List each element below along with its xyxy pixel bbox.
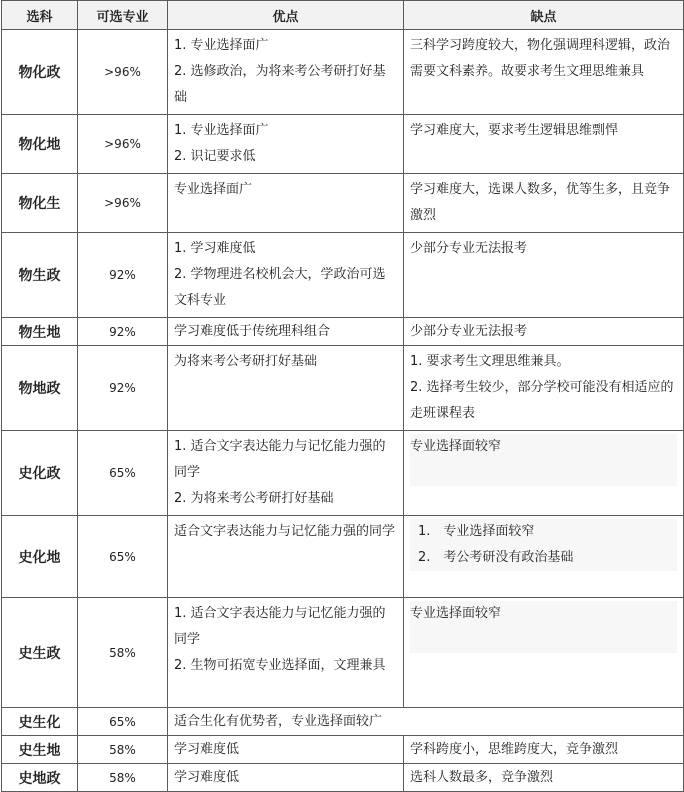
- table-row: [2, 115, 684, 174]
- pros-cell: [168, 736, 404, 764]
- pros-cell: [168, 318, 404, 346]
- rate-cell: 92%: [78, 346, 168, 431]
- table-row: [2, 764, 684, 792]
- combo-cell: 物生政: [2, 233, 78, 318]
- cons-cell: [404, 318, 684, 346]
- pros-line: 2. 识记要求低: [174, 149, 256, 164]
- pros-cell: [168, 598, 404, 708]
- pros-line: 学习难度低: [174, 741, 240, 757]
- pros-line: 1. 适合文字表达能力与记忆能力强的同学: [174, 439, 386, 480]
- pros-cell: [168, 516, 404, 598]
- cons-cell: [404, 764, 684, 792]
- header-pros: 优点: [168, 1, 404, 30]
- combo-cell: 物生地: [2, 318, 78, 346]
- cons-shade: [410, 434, 677, 486]
- cons-line: 2. 选择考生较少，部分学校可能没有相适应的走班课程表: [410, 380, 674, 421]
- cons-shade: [410, 601, 677, 653]
- cons-cell: [404, 233, 684, 318]
- combo-cell: 史地政: [2, 764, 78, 792]
- header-row: [2, 1, 684, 30]
- rate-cell: 92%: [78, 318, 168, 346]
- cons-spacer: [410, 627, 677, 653]
- table-row: [2, 516, 684, 598]
- table-row: [2, 233, 684, 318]
- pros-cell: [168, 174, 404, 233]
- pros-cell: [168, 115, 404, 174]
- table-row: [2, 174, 684, 233]
- table-row: [2, 346, 684, 431]
- rate-cell: 65%: [78, 708, 168, 736]
- combo-cell: 物化政: [2, 30, 78, 115]
- pros-line: 1. 适合文字表达能力与记忆能力强的同学: [174, 606, 386, 647]
- combo-cell: 物地政: [2, 346, 78, 431]
- table-row: [2, 736, 684, 764]
- pros-line: 2. 学物理进名校机会大，学政治可选文科专业: [174, 267, 386, 308]
- combo-cell: 史化政: [2, 431, 78, 516]
- rate-cell: >96%: [78, 115, 168, 174]
- pros-cell: [168, 233, 404, 318]
- combo-cell: 史生化: [2, 708, 78, 736]
- cons-line: 专业选择面较窄: [410, 439, 502, 454]
- combo-cell: 物化生: [2, 174, 78, 233]
- merged-cell: 适合生化有优势者，专业选择面较广: [168, 708, 684, 736]
- cons-cell: [404, 346, 684, 431]
- cons-cell: [404, 115, 684, 174]
- pros-cell: [168, 764, 404, 792]
- cons-cell: [404, 598, 684, 708]
- combo-cell: 史生地: [2, 736, 78, 764]
- pros-line: 1. 专业选择面广: [174, 38, 269, 53]
- cons-shade: [410, 519, 677, 571]
- cons-line: 2. 考公考研没有政治基础: [418, 550, 574, 565]
- pros-line: 学习难度低: [174, 769, 240, 785]
- pros-line: 2. 选修政治，为将来考公考研打好基础: [174, 64, 386, 105]
- pros-line: 2. 生物可拓宽专业选择面，文理兼具: [174, 658, 386, 673]
- pros-line: 1. 专业选择面广: [174, 123, 269, 138]
- pros-line: 1. 学习难度低: [174, 241, 256, 256]
- rate-cell: >96%: [78, 30, 168, 115]
- rate-cell: >96%: [78, 174, 168, 233]
- rate-cell: 58%: [78, 736, 168, 764]
- cons-line: 三科学习跨度较大，物化强调理科逻辑，政治需要文科素养。故要求考生文理思维兼具: [410, 38, 671, 79]
- pros-line: 为将来考公考研打好基础: [174, 354, 318, 369]
- rate-cell: 92%: [78, 233, 168, 318]
- header-combo: 选科: [2, 1, 78, 30]
- rate-cell: 65%: [78, 431, 168, 516]
- cons-line: 少部分专业无法报考: [410, 323, 528, 339]
- pros-cell: [168, 431, 404, 516]
- subject-combination-table: [1, 0, 684, 792]
- header-rate: 可选专业: [78, 1, 168, 30]
- cons-cell: [404, 30, 684, 115]
- pros-cell: [168, 346, 404, 431]
- cons-line: 1. 专业选择面较窄: [418, 524, 535, 539]
- cons-cell: [404, 431, 684, 516]
- cons-cell: [404, 174, 684, 233]
- cons-line: 少部分专业无法报考: [410, 241, 528, 256]
- cons-line: 学习难度大，要求考生逻辑思维剽悍: [410, 123, 619, 138]
- rate-cell: 58%: [78, 764, 168, 792]
- cons-line: 1. 要求考生文理思维兼具。: [410, 354, 570, 369]
- cons-line: 学科跨度小，思维跨度大，竞争激烈: [410, 741, 619, 757]
- cons-line: 选科人数最多，竞争激烈: [410, 769, 554, 785]
- pros-line: 2. 为将来考公考研打好基础: [174, 491, 334, 506]
- pros-line: 专业选择面广: [174, 182, 253, 197]
- cons-cell: [404, 516, 684, 598]
- pros-line: 学习难度低于传统理科组合: [174, 323, 331, 339]
- cons-cell: [404, 736, 684, 764]
- combo-cell: 史化地: [2, 516, 78, 598]
- pros-cell: [168, 30, 404, 115]
- cons-line: 专业选择面较窄: [410, 606, 502, 621]
- header-cons: 缺点: [404, 1, 684, 30]
- table-row: [2, 318, 684, 346]
- table-row: [2, 30, 684, 115]
- rate-cell: 65%: [78, 516, 168, 598]
- combo-cell: 物化地: [2, 115, 78, 174]
- rate-cell: 58%: [78, 598, 168, 708]
- table-row: [2, 598, 684, 708]
- cons-line: 学习难度大，选课人数多，优等生多，且竞争激烈: [410, 182, 671, 223]
- table-row: [2, 431, 684, 516]
- cons-spacer: [410, 460, 677, 486]
- pros-line: 适合文字表达能力与记忆能力强的同学: [174, 524, 396, 539]
- table-row: [2, 708, 684, 736]
- combo-cell: 史生政: [2, 598, 78, 708]
